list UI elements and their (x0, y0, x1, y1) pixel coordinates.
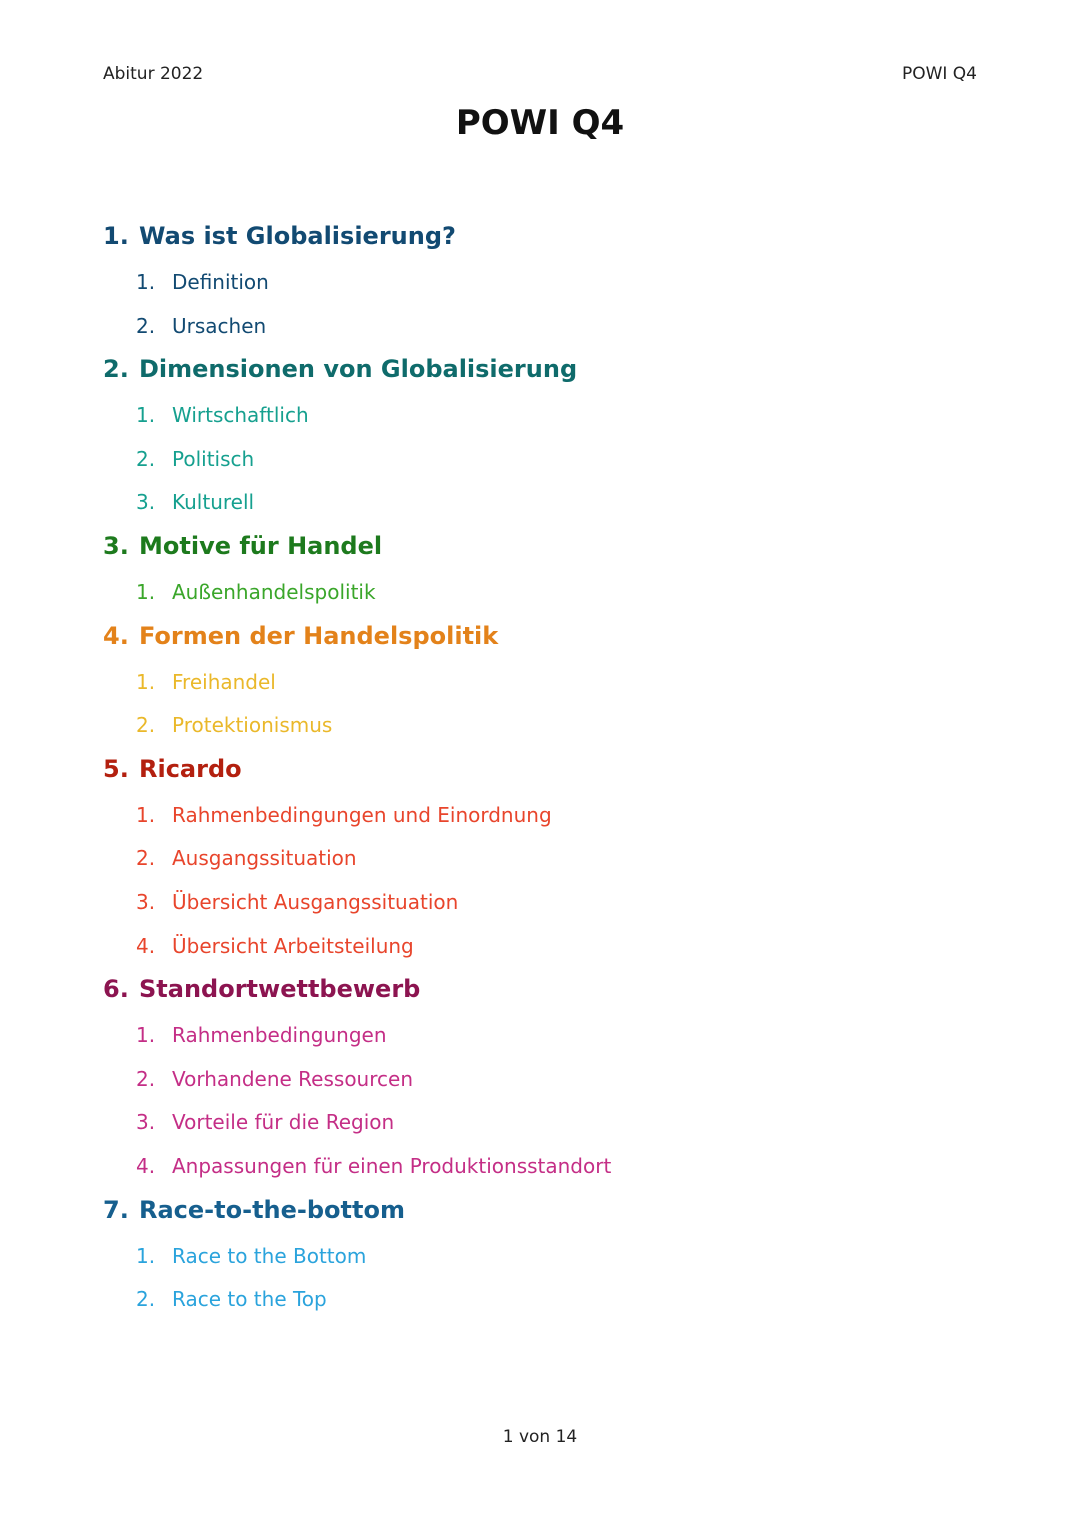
toc-subsection-number: 1. (136, 1243, 156, 1268)
toc-subsection-label: Kulturell (172, 490, 255, 515)
toc-section-title: Race-to-the-bottom (139, 1195, 405, 1224)
toc-section-title: Standortwettbewerb (139, 975, 421, 1004)
toc-subsection-item[interactable] (136, 483, 973, 521)
toc-subsection-item[interactable] (136, 307, 973, 345)
toc-subsection-label: Außenhandelspolitik (172, 579, 376, 604)
toc-subsection-item[interactable] (136, 1103, 973, 1141)
toc-section (103, 750, 973, 965)
toc-section-title: Motive für Handel (139, 531, 383, 560)
toc-section-heading[interactable] (103, 970, 973, 1008)
toc-subsection-label: Wirtschaftlich (172, 403, 309, 428)
toc-subsection-number: 1. (136, 579, 156, 604)
toc-section (103, 1191, 973, 1319)
toc-section-title: Was ist Globalisierung? (139, 222, 456, 250)
toc-subsection-label: Übersicht Arbeitsteilung (172, 933, 414, 958)
toc-subsection-number: 1. (136, 669, 156, 694)
toc-subsection-number: 1. (136, 1023, 156, 1048)
toc-subsection-list (136, 573, 973, 611)
toc-subsection-item[interactable] (136, 663, 973, 701)
toc-subsection-list (136, 663, 973, 745)
toc-section-number: 7. (103, 1195, 129, 1224)
header-right-text: POWI Q4 (901, 64, 977, 84)
toc-subsection-number: 2. (136, 713, 156, 738)
toc-subsection-item[interactable] (136, 1016, 973, 1054)
toc-subsection-item[interactable] (136, 1237, 973, 1275)
toc-subsection-number: 4. (136, 933, 156, 958)
toc-subsection-item[interactable] (136, 839, 973, 877)
toc-subsection-item[interactable] (136, 1147, 973, 1185)
toc-subsection-label: Protektionismus (172, 713, 333, 738)
toc-subsection-label: Definition (172, 270, 269, 294)
toc-subsection-list (136, 263, 973, 345)
toc-section-title: Dimensionen von Globalisierung (139, 355, 578, 384)
toc-section-heading[interactable] (103, 1191, 973, 1229)
toc-subsection-item[interactable] (136, 1060, 973, 1098)
toc-subsection-item[interactable] (136, 706, 973, 744)
toc-section-heading[interactable] (103, 750, 973, 788)
toc-subsection-item[interactable] (136, 573, 973, 611)
toc-subsection-label: Ursachen (172, 313, 267, 338)
toc-subsection-number: 4. (136, 1153, 156, 1178)
toc-section-title: Formen der Handelspolitik (139, 621, 499, 650)
toc-subsection-label: Vorteile für die Region (172, 1110, 395, 1135)
toc-subsection-label: Freihandel (172, 669, 276, 694)
toc-section-heading[interactable] (103, 217, 973, 255)
toc-subsection-item[interactable] (136, 927, 973, 965)
toc-subsection-number: 1. (136, 802, 156, 827)
toc-subsection-label: Anpassungen für einen Produktionsstandort (172, 1153, 612, 1178)
toc-subsection-item[interactable] (136, 263, 973, 301)
toc-section (103, 350, 973, 521)
toc-subsection-number: 3. (136, 490, 156, 515)
toc-subsection-label: Race to the Top (172, 1287, 327, 1312)
toc-subsection-number: 2. (136, 1287, 156, 1312)
toc-subsection-label: Race to the Bottom (172, 1243, 367, 1268)
toc-section-number: 1. (103, 222, 129, 250)
toc-subsection-list (136, 1237, 973, 1319)
toc-subsection-item[interactable] (136, 396, 973, 434)
toc-subsection-number: 1. (136, 403, 156, 428)
toc-section (103, 527, 973, 611)
toc-section (103, 617, 973, 745)
toc-subsection-label: Politisch (172, 446, 255, 471)
toc-subsection-number: 2. (136, 446, 156, 471)
toc-section-number: 5. (103, 754, 129, 783)
toc-subsection-number: 2. (136, 1066, 156, 1091)
toc-section (103, 970, 973, 1185)
toc-subsection-label: Ausgangssituation (172, 846, 357, 871)
toc-section-heading[interactable] (103, 350, 973, 388)
toc-section-number: 4. (103, 621, 129, 650)
toc-subsection-label: Rahmenbedingungen (172, 1023, 387, 1048)
toc-subsection-label: Übersicht Ausgangssituation (172, 889, 459, 914)
toc-subsection-item[interactable] (136, 1280, 973, 1318)
toc-subsection-item[interactable] (136, 883, 973, 921)
page-number: 1 von 14 (502, 1427, 578, 1447)
toc-section-title: Ricardo (139, 754, 242, 783)
toc-subsection-number: 3. (136, 889, 156, 914)
toc-subsection-number: 3. (136, 1110, 156, 1135)
toc-section-number: 6. (103, 975, 129, 1004)
toc-subsection-list (136, 396, 973, 521)
toc-subsection-label: Vorhandene Ressourcen (172, 1066, 413, 1091)
toc-section-heading[interactable] (103, 617, 973, 655)
toc-section-heading[interactable] (103, 527, 973, 565)
document-title: POWI Q4 (455, 103, 625, 143)
toc-subsection-list (136, 1016, 973, 1185)
toc-section (103, 217, 973, 345)
table-of-contents (103, 217, 973, 1324)
toc-subsection-item[interactable] (136, 796, 973, 834)
toc-subsection-number: 1. (136, 270, 156, 294)
header-left-text: Abitur 2022 (103, 64, 204, 84)
toc-subsection-list (136, 796, 973, 965)
toc-subsection-number: 2. (136, 313, 156, 338)
toc-subsection-number: 2. (136, 846, 156, 871)
toc-subsection-label: Rahmenbedingungen und Einordnung (172, 802, 552, 827)
toc-section-number: 2. (103, 355, 129, 384)
toc-section-number: 3. (103, 531, 129, 560)
toc-subsection-item[interactable] (136, 440, 973, 478)
